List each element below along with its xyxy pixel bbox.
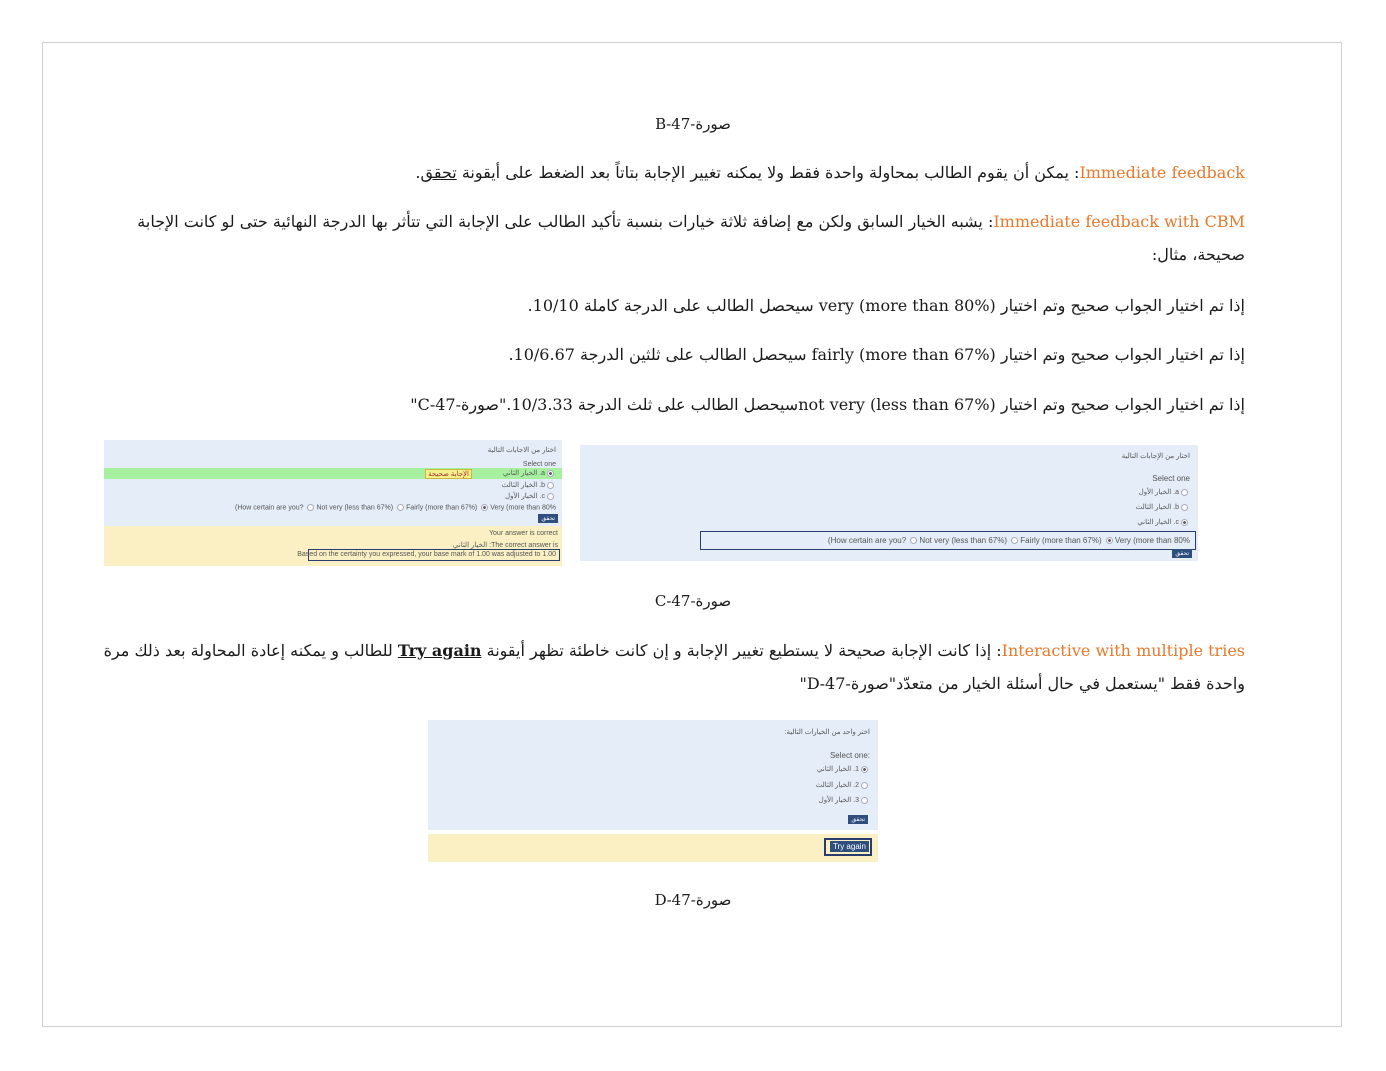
very-label: Very (more than 80% [1114, 536, 1190, 545]
option-a: a. الخيار الأول [1139, 488, 1190, 496]
p5-option: not very (less than 67%) [798, 395, 996, 414]
radio-c[interactable] [547, 493, 554, 500]
correct-answer-row [104, 468, 562, 479]
p6-end: للطالب و يمكنه إعادة المحاولة بعد ذلك مرة واحدة فقط "يستعمل في حال أسئلة الخيار من متعدّد"صورة-47-D" [103, 641, 1245, 693]
option-3: 3. الخيار الأول [819, 796, 870, 804]
radio-very[interactable] [1106, 537, 1113, 544]
not-very-label: Not very (less than 67%) [316, 504, 394, 512]
radio-c[interactable] [1181, 519, 1188, 526]
p4-a: إذا تم اختيار الجواب صحيح وتم اختيار [995, 345, 1245, 364]
certainty-label: (How certain are you? [235, 504, 304, 512]
very-label: Very (more than 80% [490, 504, 556, 512]
radio-3[interactable] [861, 797, 868, 804]
paragraph-fairly [80, 338, 1245, 371]
select-one-label: Select one [1152, 474, 1190, 483]
term-immediate-feedback-cbm: Immediate feedback with CBM [993, 212, 1245, 231]
radio-very[interactable] [481, 504, 488, 511]
caption-figure-d: صورة-47-D [654, 891, 732, 909]
p1-text: : يمكن أن يقوم الطالب بمحاولة واحدة فقط ولا يمكنه تغيير الإجابة بتاتاً بعد الضغط على أيقونة [456, 163, 1080, 182]
screenshot-cbm-feedback [104, 440, 562, 566]
radio-not-very[interactable] [307, 504, 314, 511]
p6-text: : إذا كانت الإجابة صحيحة لا يستطيع تغيير الإجابة و إن كانت خاطئة تظهر أيقونة [481, 641, 1002, 660]
feedback-correct: Your answer is correct [489, 530, 558, 537]
radio-fairly[interactable] [1011, 537, 1018, 544]
select-one-label: Select one: [829, 751, 870, 760]
radio-a[interactable] [547, 470, 554, 477]
p5-b: سيحصل الطالب على ثلث الدرجة 10/3.33."صورة-47-C" [410, 395, 799, 414]
certainty-label: (How certain are you? [827, 536, 907, 545]
fairly-label: Fairly (more than 67%) [1020, 536, 1102, 545]
screenshot-cbm-question [580, 445, 1198, 561]
radio-a[interactable] [1181, 489, 1188, 496]
try-again-button[interactable]: Try again [830, 841, 869, 852]
select-one-label: Select one [522, 461, 556, 468]
p1-end: . [415, 163, 421, 182]
question-panel [428, 720, 878, 830]
p1-check-word: تحقق [420, 163, 457, 182]
paragraph-interactive-multiple-tries [80, 634, 1245, 700]
p3-b: سيحصل الطالب على الدرجة كاملة 10/10. [527, 296, 819, 315]
radio-not-very[interactable] [910, 537, 917, 544]
p5-a: إذا تم اختيار الجواب صحيح وتم اختيار [995, 395, 1245, 414]
check-button[interactable]: تحقق [538, 514, 558, 523]
option-b: b. الخيار الثالث [502, 481, 556, 489]
caption-figure-b: صورة-47-B [655, 115, 731, 133]
option-a: a. الخيار الثاني [503, 469, 556, 477]
p6-try-again-word: Try again [397, 641, 482, 660]
feedback-correct-answer: The correct answer is: الخيار الثاني [452, 542, 558, 549]
question-text: اختار من الإجابات التالية [1121, 453, 1190, 460]
option-b: b. الخيار الثالث [1136, 503, 1190, 511]
p2-text: : يشبه الخيار السابق ولكن مع إضافة ثلاثة خيارات بنسبة تأكيد الطالب على الإجابة التي تتأثر بها الدرجة النهائية حتى لو كانت الإجابة صحيحة، مثال: [137, 212, 1245, 264]
question-text: اختر واحد من الخيارات التالية: [784, 729, 870, 736]
radio-b[interactable] [547, 482, 554, 489]
paragraph-very [80, 289, 1245, 322]
feedback-panel [428, 834, 878, 862]
paragraph-immediate-feedback-cbm [80, 205, 1245, 271]
question-text: اختار من الاجابات التالية [487, 447, 556, 454]
p4-b: سيحصل الطالب على ثلثين الدرجة 10/6.67. [508, 345, 812, 364]
paragraph-not-very [80, 388, 1245, 421]
check-button[interactable]: تحقق [1172, 549, 1192, 558]
option-2: 2. الخيار الثالث [816, 781, 870, 789]
caption-figure-c: صورة-47-C [654, 592, 732, 610]
paragraph-immediate-feedback [80, 156, 1245, 189]
term-interactive-multiple-tries: Interactive with multiple tries [1001, 641, 1245, 660]
p4-option: fairly (more than 67%) [811, 345, 996, 364]
p3-a: إذا تم اختيار الجواب صحيح وتم اختيار [995, 296, 1245, 315]
check-button[interactable]: تحقق [848, 815, 868, 824]
certainty-row [828, 536, 1190, 545]
option-c: c. الخيار الثاني [1137, 518, 1190, 526]
term-immediate-feedback: Immediate feedback [1079, 163, 1245, 182]
feedback-certainty-note: Based on the certainty you expressed, your base mark of 1.00 was adjusted to 1.00 [297, 551, 556, 558]
p3-option: very (more than 80%) [818, 296, 996, 315]
not-very-label: Not very (less than 67%) [919, 536, 1008, 545]
radio-2[interactable] [861, 782, 868, 789]
option-1: 1. الخيار الثاني [817, 765, 870, 773]
fairly-label: Fairly (more than 67%) [406, 504, 478, 512]
radio-fairly[interactable] [397, 504, 404, 511]
screenshot-multiple-tries [428, 720, 878, 862]
radio-b[interactable] [1181, 504, 1188, 511]
certainty-row [235, 504, 556, 511]
option-c: c. الخيار الأول [505, 492, 556, 500]
radio-1[interactable] [861, 766, 868, 773]
correct-badge: الإجابة صحيحة [425, 469, 472, 479]
